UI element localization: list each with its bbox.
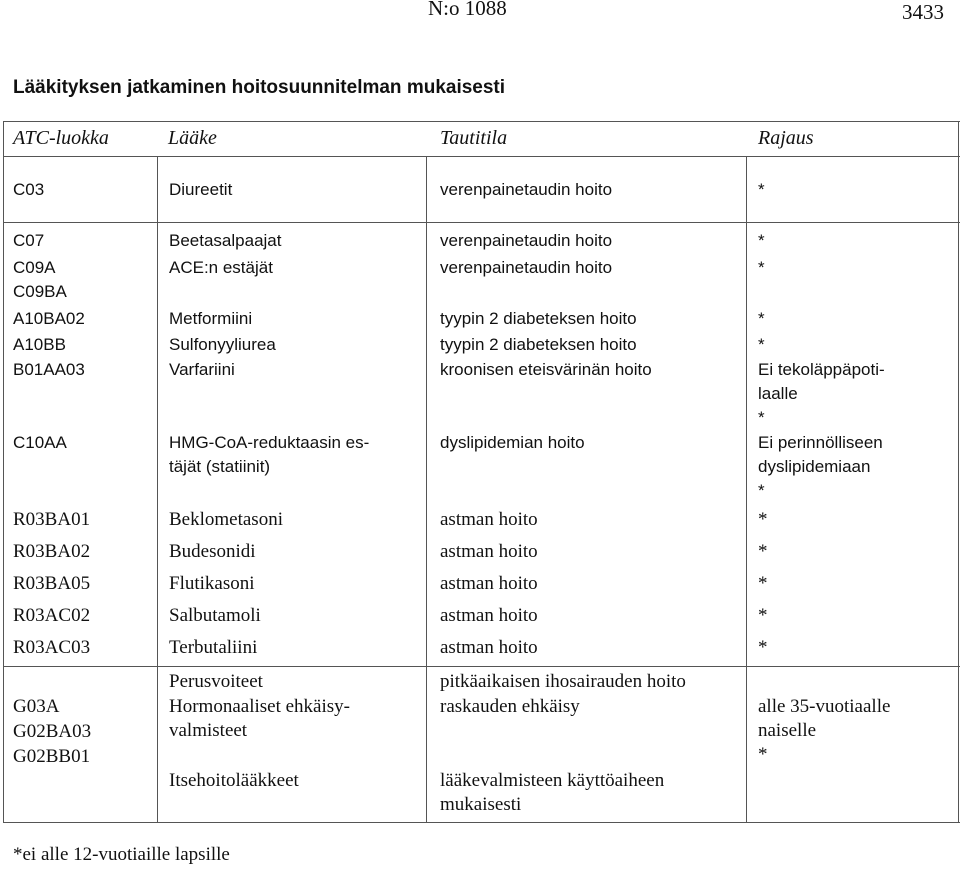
cell-limit: dyslipidemiaan <box>758 457 871 476</box>
cell-atc-code: R03BA05 <box>13 573 91 594</box>
page-number: 3433 <box>902 0 944 24</box>
cell-condition: verenpainetaudin hoito <box>440 180 613 199</box>
cell-drug: Budesonidi <box>169 541 256 562</box>
cell-condition: tyypin 2 diabeteksen hoito <box>440 309 637 328</box>
cell-drug: Diureetit <box>169 180 233 199</box>
cell-condition: verenpainetaudin hoito <box>440 231 613 250</box>
column-header-atc: ATC-luokka <box>13 127 109 149</box>
column-divider <box>426 156 427 822</box>
cell-atc-code: A10BB <box>13 335 66 354</box>
table-header-rule <box>3 156 960 157</box>
cell-drug: HMG-CoA-reduktaasin es- <box>169 433 370 452</box>
cell-atc-code: C09A <box>13 258 56 277</box>
cell-drug: Hormonaaliset ehkäisy- <box>169 696 350 717</box>
cell-condition: astman hoito <box>440 637 538 658</box>
cell-atc-code: R03AC03 <box>13 637 91 658</box>
cell-condition: verenpainetaudin hoito <box>440 258 613 277</box>
cell-condition: kroonisen eteisvärinän hoito <box>440 360 652 379</box>
cell-limit: * <box>758 605 768 626</box>
footnote: *ei alle 12-vuotiaille lapsille <box>13 844 230 865</box>
cell-drug: valmisteet <box>169 720 248 741</box>
cell-limit: * <box>758 744 768 765</box>
cell-drug: Salbutamoli <box>169 605 261 626</box>
column-divider <box>157 156 158 822</box>
cell-drug: Metformiini <box>169 309 253 328</box>
cell-condition: tyypin 2 diabeteksen hoito <box>440 335 637 354</box>
document-number: N:o 1088 <box>428 0 507 20</box>
cell-atc-code: A10BA02 <box>13 309 85 328</box>
cell-drug: Itsehoitolääkkeet <box>169 770 299 791</box>
cell-condition: astman hoito <box>440 541 538 562</box>
cell-limit: * <box>758 509 768 530</box>
section-title: Lääkityksen jatkaminen hoitosuunnitelman mukaisesti <box>13 77 506 98</box>
cell-drug: Perusvoiteet <box>169 671 263 692</box>
cell-drug: Beklometasoni <box>169 509 283 530</box>
cell-condition: pitkäaikaisen ihosairauden hoito <box>440 671 686 692</box>
cell-drug: Terbutaliini <box>169 637 258 658</box>
cell-limit: * <box>758 309 765 328</box>
cell-drug: täjät (statiinit) <box>169 457 271 476</box>
cell-condition: astman hoito <box>440 573 538 594</box>
cell-condition: dyslipidemian hoito <box>440 433 585 452</box>
cell-condition: raskauden ehkäisy <box>440 696 580 717</box>
cell-atc-code: C07 <box>13 231 45 250</box>
cell-drug: Flutikasoni <box>169 573 255 594</box>
cell-limit: * <box>758 637 768 658</box>
cell-condition: astman hoito <box>440 509 538 530</box>
cell-drug: Sulfonyyliurea <box>169 335 276 354</box>
cell-limit: Ei tekoläppäpoti- <box>758 360 885 379</box>
cell-limit: * <box>758 541 768 562</box>
cell-limit: Ei perinnölliseen <box>758 433 883 452</box>
cell-limit: * <box>758 335 765 354</box>
cell-atc-code: C09BA <box>13 282 67 301</box>
column-header-drug: Lääke <box>168 127 217 149</box>
column-header-limit: Rajaus <box>758 127 814 149</box>
cell-limit: * <box>758 231 765 250</box>
table-row-rule <box>3 222 960 223</box>
cell-drug: ACE:n estäjät <box>169 258 273 277</box>
cell-atc-code: G02BA03 <box>13 721 92 742</box>
cell-atc-code: R03BA01 <box>13 509 91 530</box>
cell-condition: lääkevalmisteen käyttöaiheen <box>440 770 665 791</box>
cell-atc-code: G02BB01 <box>13 746 91 767</box>
cell-atc-code: R03AC02 <box>13 605 91 626</box>
cell-limit: * <box>758 408 765 427</box>
cell-limit: * <box>758 258 765 277</box>
column-divider <box>746 156 747 822</box>
table-top-border <box>3 121 960 122</box>
cell-atc-code: C03 <box>13 180 45 199</box>
column-header-condition: Tautitila <box>440 127 508 149</box>
cell-atc-code: R03BA02 <box>13 541 91 562</box>
cell-drug: Beetasalpaajat <box>169 231 282 250</box>
cell-condition: mukaisesti <box>440 794 522 815</box>
cell-atc-code: C10AA <box>13 433 67 452</box>
table-left-border <box>3 121 4 823</box>
table-right-border <box>958 121 959 823</box>
cell-limit: laalle <box>758 384 798 403</box>
cell-limit: naiselle <box>758 720 817 741</box>
cell-condition: astman hoito <box>440 605 538 626</box>
table-bottom-border <box>3 822 960 823</box>
cell-limit: * <box>758 573 768 594</box>
cell-atc-code: G03A <box>13 696 60 717</box>
cell-limit: * <box>758 481 765 500</box>
table-row-rule <box>3 666 960 667</box>
cell-drug: Varfariini <box>169 360 235 379</box>
cell-limit: * <box>758 180 765 199</box>
cell-atc-code: B01AA03 <box>13 360 85 379</box>
cell-limit: alle 35-vuotiaalle <box>758 696 891 717</box>
